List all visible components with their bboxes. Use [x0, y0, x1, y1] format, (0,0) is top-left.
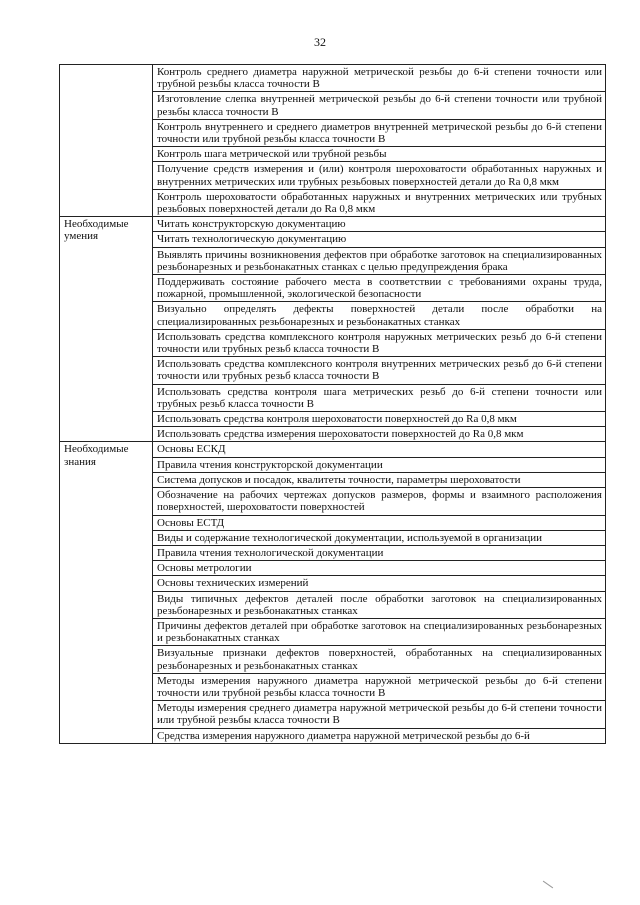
requirement-item: Средства измерения наружного диаметра наружной метрической резьбы до 6-й [153, 728, 606, 743]
requirement-item: Система допусков и посадок, квалитеты точности, параметры шероховатости [153, 472, 606, 487]
table-row [60, 217, 606, 232]
requirement-item: Получение средств измерения и (или) контроля шероховатости обработанных наружных и внутренних метрических или трубных резьбовых поверхностей детали до Ra 0,8 мкм [153, 162, 606, 189]
requirement-item: Методы измерения наружного диаметра наружной метрической резьбы до 6-й степени точности или трубной резьбы класса точности В [153, 673, 606, 700]
scan-mark [543, 881, 553, 889]
requirement-item: Визуальные признаки дефектов поверхностей, обработанных на специализированных резьбонарезных и резьбонакатных станках [153, 646, 606, 673]
requirement-item: Правила чтения технологической документации [153, 545, 606, 560]
requirement-item: Правила чтения конструкторской документации [153, 457, 606, 472]
requirement-item: Использовать средства измерения шероховатости поверхностей до Ra 0,8 мкм [153, 427, 606, 442]
requirement-item: Использовать средства комплексного контроля внутренних метрических резьб до 6-й степени точности или трубных резьб класса точности В [153, 357, 606, 384]
requirement-item: Обозначение на рабочих чертежах допусков размеров, формы и взаимного расположения поверхностей, шероховатости поверхностей [153, 488, 606, 515]
requirement-item: Виды и содержание технологической документации, используемой в организации [153, 530, 606, 545]
requirements-table [59, 64, 606, 744]
table-row [60, 442, 606, 457]
section-category: Необходимые знания [60, 442, 153, 743]
requirement-item: Виды типичных дефектов деталей после обработки заготовок на специализированных резьбонарезных и резьбонакатных станках [153, 591, 606, 618]
section-category: Необходимые умения [60, 217, 153, 442]
requirement-item: Читать технологическую документацию [153, 232, 606, 247]
section-category [60, 65, 153, 217]
page-number: 32 [314, 35, 326, 49]
requirement-item: Использовать средства контроля шероховатости поверхностей до Ra 0,8 мкм [153, 412, 606, 427]
requirement-item: Контроль шага метрической или трубной резьбы [153, 147, 606, 162]
requirement-item: Контроль среднего диаметра наружной метрической резьбы до 6-й степени точности или трубной резьбы класса точности В [153, 65, 606, 92]
requirement-item: Читать конструкторскую документацию [153, 217, 606, 232]
requirement-item: Поддерживать состояние рабочего места в соответствии с требованиями охраны труда, пожарной, промышленной, экологической безопасности [153, 275, 606, 302]
requirement-item: Основы ЕСКД [153, 442, 606, 457]
requirement-item: Контроль шероховатости обработанных наружных и внутренних метрических или трубных резьбовых поверхностей детали до Ra 0,8 мкм [153, 189, 606, 216]
requirement-item: Визуально определять дефекты поверхностей детали после обработки на специализированных резьбонарезных и резьбонакатных станках [153, 302, 606, 329]
requirement-item: Выявлять причины возникновения дефектов при обработке заготовок на специализированных резьбонарезных и резьбонакатных станках с целью предупреждения брака [153, 247, 606, 274]
requirement-item: Методы измерения среднего диаметра наружной метрической резьбы до 6-й степени точности или трубной резьбы класса точности В [153, 701, 606, 728]
requirement-item: Основы технических измерений [153, 576, 606, 591]
requirement-item: Основы метрологии [153, 561, 606, 576]
requirement-item: Основы ЕСТД [153, 515, 606, 530]
requirement-item: Изготовление слепка внутренней метрической резьбы до 6-й степени точности или трубной резьбы класса точности В [153, 92, 606, 119]
requirement-item: Контроль внутреннего и среднего диаметров внутренней метрической резьбы до 6-й степени точности или трубной резьбы класса точности В [153, 119, 606, 146]
requirement-item: Причины дефектов деталей при обработке заготовок на специализированных резьбонарезных и резьбонакатных станках [153, 618, 606, 645]
requirement-item: Использовать средства комплексного контроля наружных метрических резьб до 6-й степени точности или трубных резьб класса точности В [153, 329, 606, 356]
requirement-item: Использовать средства контроля шага метрических резьб до 6-й степени точности или трубных резьб класса точности В [153, 384, 606, 411]
table-row [60, 65, 606, 92]
